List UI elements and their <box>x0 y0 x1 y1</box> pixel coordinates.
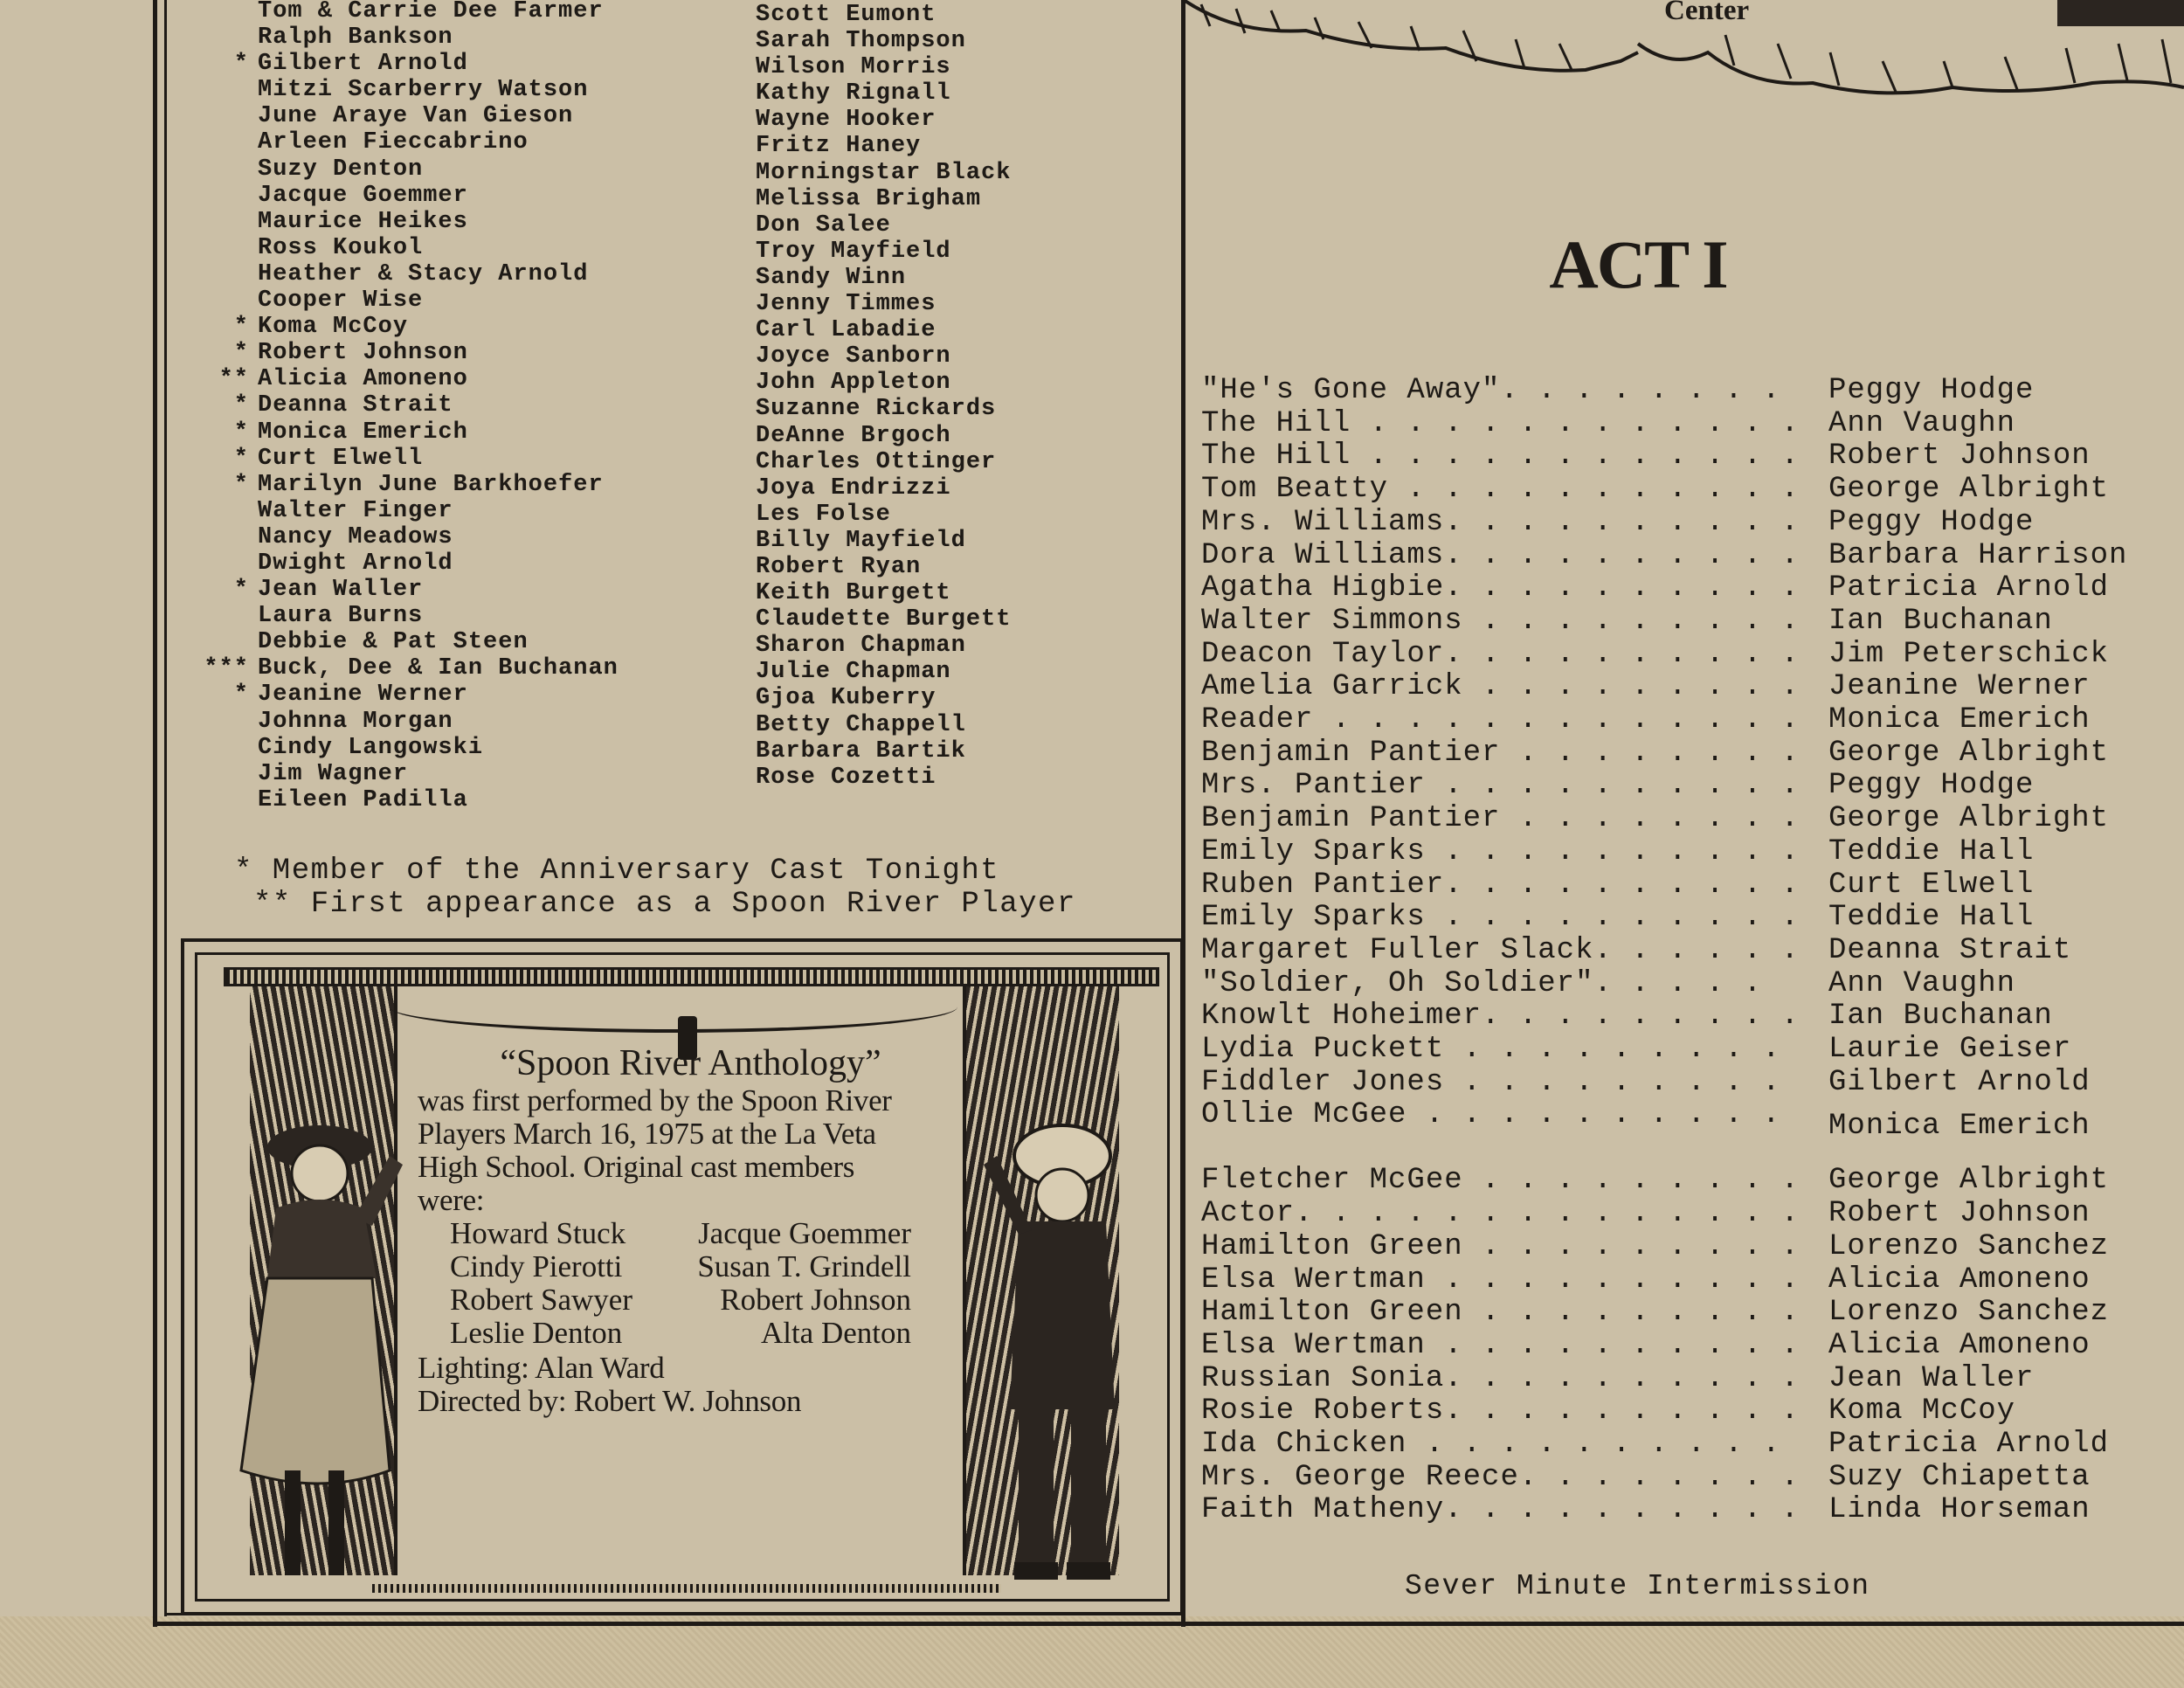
cast-name: Cooper Wise <box>258 287 424 315</box>
curtain-valance <box>390 981 957 1033</box>
act-role-row <box>1201 539 2180 571</box>
cast-marker: * <box>233 681 249 709</box>
act-role-row <box>1201 638 2180 670</box>
cast-name: Charles Ottinger <box>756 448 997 475</box>
actor-name: Deanna Strait <box>1828 933 2072 967</box>
act-role-row <box>1201 901 2180 933</box>
cast-name: Monica Emerich <box>258 419 468 446</box>
actor-name: Gilbert Arnold <box>1828 1065 2091 1099</box>
role-name: Benjamin Pantier . . . . . . . . <box>1201 736 1800 770</box>
cast-name: Walter Finger <box>258 497 453 524</box>
cast-name: Carl Labadie <box>756 317 936 344</box>
cast-name: Tom & Carrie Dee Farmer <box>258 0 604 24</box>
actor-name: Curt Elwell <box>1828 868 2035 902</box>
cast-name: Alicia Amoneno <box>258 366 468 393</box>
girl-figure-illustration <box>215 1103 416 1593</box>
act-role-row <box>1201 1066 2180 1098</box>
cast-column-2 <box>756 2 1011 791</box>
act-role-row <box>1201 1362 2180 1394</box>
act-role-row <box>1201 439 2180 472</box>
cast-name: Ralph Bankson <box>258 24 453 52</box>
act-role-row <box>1201 1493 2180 1525</box>
actor-name: Monica Emerich <box>1828 1110 2091 1144</box>
role-name: Elsa Wertman . . . . . . . . . . <box>1201 1328 1800 1362</box>
role-name: Deacon Taylor. . . . . . . . . . <box>1201 637 1800 671</box>
actor-name: Koma McCoy <box>1828 1394 2016 1429</box>
cast-name: Mitzi Scarberry Watson <box>258 77 589 104</box>
cast-name-row <box>233 471 619 498</box>
actor-name: Peggy Hodge <box>1828 769 2035 803</box>
act-role-row <box>1201 1394 2180 1427</box>
act-role-row <box>1201 1197 2180 1229</box>
cast-name: Suzy Denton <box>258 156 424 183</box>
cast-name: Deanna Strait <box>258 392 453 419</box>
act-role-row <box>1201 868 2180 901</box>
cast-name-row <box>258 498 619 524</box>
cast-name-row <box>258 524 619 550</box>
boy-figure-illustration <box>966 1121 1158 1593</box>
actor-name: George Albright <box>1828 736 2110 770</box>
playbill-box <box>181 938 1184 1615</box>
cast-name: Arleen Fieccabrino <box>258 129 529 156</box>
actor-name: George Albright <box>1828 1164 2110 1198</box>
act-role-row <box>1201 1230 2180 1263</box>
cast-name: Eileen Padilla <box>258 786 468 813</box>
cast-name-row <box>218 366 619 393</box>
bottom-border <box>153 1622 2184 1626</box>
act-role-row <box>1201 571 2180 604</box>
cast-marker: * <box>233 340 249 367</box>
cast-name: Jim Wagner <box>258 760 409 787</box>
actor-name: Suzy Chiapetta <box>1828 1460 2091 1494</box>
cast-name: Jeanine Werner <box>258 681 468 709</box>
curtain-rod <box>224 967 1159 986</box>
role-name: Actor. . . . . . . . . . . . . . <box>1201 1197 1800 1231</box>
role-name: Mrs. George Reece. . . . . . . . <box>1201 1460 1800 1494</box>
cast-name-row <box>258 235 619 261</box>
actor-name: Ann Vaughn <box>1828 966 2016 1000</box>
cast-name: Claudette Burgett <box>756 606 1012 633</box>
original-member: Alta Denton <box>760 1316 911 1350</box>
actor-name: Lorenzo Sanchez <box>1828 1229 2110 1263</box>
role-name: Benjamin Pantier . . . . . . . . <box>1201 802 1800 836</box>
cast-name: Debbie & Pat Steen <box>258 629 529 656</box>
cast-name-row <box>204 655 619 682</box>
role-name: Ollie McGee . . . . . . . . . . <box>1201 1098 1781 1132</box>
original-member: Robert Johnson <box>720 1283 911 1317</box>
cast-name: Keith Burgett <box>756 580 951 607</box>
cast-name-row <box>233 51 619 78</box>
act-role-row <box>1201 1329 2180 1361</box>
cast-marker: * <box>233 445 249 472</box>
act-role-row <box>1201 1164 2180 1196</box>
cast-name: Sandy Winn <box>756 264 907 291</box>
act-role-row <box>1201 737 2180 769</box>
cast-marker: ** <box>218 366 249 393</box>
role-name: The Hill . . . . . . . . . . . . <box>1201 406 1800 440</box>
actor-name: Patricia Arnold <box>1828 1428 2110 1461</box>
cast-name-row <box>258 629 619 655</box>
actor-name: Linda Horseman <box>1828 1493 2091 1527</box>
act-role-row <box>1201 407 2180 439</box>
role-name: Ida Chicken . . . . . . . . . . <box>1201 1428 1781 1461</box>
cast-name-row <box>258 77 619 103</box>
cast-name: Robert Johnson <box>258 340 468 367</box>
cast-name: Heather & Stacy Arnold <box>258 260 589 287</box>
cast-name: Jacque Goemmer <box>258 182 468 209</box>
cast-marker: * <box>233 392 249 419</box>
cast-name-row <box>258 24 619 51</box>
act-role-row <box>1201 703 2180 736</box>
role-name: Elsa Wertman . . . . . . . . . . <box>1201 1263 1800 1297</box>
act-role-row <box>1201 473 2180 505</box>
cast-name: Wayne Hooker <box>756 107 936 134</box>
playbill-director: Directed by: Robert W. Johnson <box>418 1384 802 1418</box>
cast-name: Troy Mayfield <box>756 238 951 265</box>
act-role-row <box>1201 934 2180 966</box>
cast-name-row <box>258 156 619 183</box>
role-name: Fletcher McGee . . . . . . . . . <box>1201 1164 1800 1198</box>
stage-floor <box>372 1584 1001 1593</box>
role-name: Hamilton Green . . . . . . . . . <box>1201 1296 1800 1330</box>
actor-name: George Albright <box>1828 802 2110 836</box>
act-title: ACT I <box>1549 226 1727 302</box>
left-border <box>153 0 157 1627</box>
cast-name-row <box>233 681 619 709</box>
center-label: Center <box>1664 0 1750 26</box>
cast-name: Billy Mayfield <box>756 527 966 554</box>
cast-name: Jenny Timmes <box>756 291 936 318</box>
role-name: Agatha Higbie. . . . . . . . . . <box>1201 571 1800 605</box>
role-name: The Hill . . . . . . . . . . . . <box>1201 439 1800 474</box>
role-name: Reader . . . . . . . . . . . . . <box>1201 703 1800 737</box>
cast-marker: *** <box>204 655 249 682</box>
cast-name: Gjoa Kuberry <box>756 685 936 712</box>
actor-name: Ian Buchanan <box>1828 604 2053 638</box>
cast-name: Suzanne Rickards <box>756 396 997 423</box>
cast-name: Johnna Morgan <box>258 708 453 735</box>
cast-name-row <box>258 209 619 235</box>
cast-name-row <box>258 761 619 787</box>
actor-name: Jim Peterschick <box>1828 637 2110 671</box>
playbill-line: was first performed by the Spoon River <box>418 1083 892 1117</box>
original-member: Susan T. Grindell <box>697 1249 911 1283</box>
cast-name: Les Folse <box>756 501 891 528</box>
cast-name-row <box>258 787 619 813</box>
role-name: "Soldier, Oh Soldier". . . . . <box>1201 966 1763 1000</box>
intermission-note: Sever Minute Intermission <box>1405 1570 1870 1602</box>
act-role-row <box>1201 670 2180 702</box>
cast-name: Betty Chappell <box>756 711 966 738</box>
cast-name: Morningstar Black <box>756 159 1012 186</box>
act-role-row <box>1201 1263 2180 1296</box>
role-name: Lydia Puckett . . . . . . . . . <box>1201 1033 1781 1066</box>
left-border-inner <box>164 0 167 1616</box>
act-role-row <box>1201 605 2180 637</box>
actor-name: Laurie Geiser <box>1828 1033 2072 1066</box>
role-name: Faith Matheny. . . . . . . . . . <box>1201 1493 1800 1527</box>
act-role-row <box>1201 1461 2180 1493</box>
actor-name: Robert Johnson <box>1828 1197 2091 1231</box>
cast-name: Buck, Dee & Ian Buchanan <box>258 655 619 682</box>
act-role-row <box>1201 1428 2180 1460</box>
actor-name: Alicia Amoneno <box>1828 1263 2091 1297</box>
playbill-lighting: Lighting: Alan Ward <box>418 1351 665 1385</box>
cast-name: Barbara Bartik <box>756 737 966 764</box>
cast-name: Joya Endrizzi <box>756 474 951 502</box>
cast-name: Rose Cozetti <box>756 764 936 791</box>
role-name: Russian Sonia. . . . . . . . . . <box>1201 1361 1800 1395</box>
actor-name: Jeanine Werner <box>1828 670 2091 704</box>
cast-name-row <box>258 103 619 129</box>
cast-name-row <box>258 183 619 209</box>
role-name: Margaret Fuller Slack. . . . . . <box>1201 933 1800 967</box>
cast-name-row <box>233 392 619 419</box>
cast-name: Wilson Morris <box>756 54 951 81</box>
role-name: Fiddler Jones . . . . . . . . . <box>1201 1065 1781 1099</box>
actor-name: Ann Vaughn <box>1828 406 2016 440</box>
paper-edge <box>0 1616 2184 1688</box>
cast-name: DeAnne Brgoch <box>756 422 951 449</box>
cast-name-row <box>233 314 619 341</box>
cast-marker: * <box>233 419 249 446</box>
original-member: Leslie Denton <box>450 1316 623 1350</box>
cast-name-row <box>233 419 619 446</box>
cast-marker: * <box>233 471 249 498</box>
cast-name: Cindy Langowski <box>258 734 484 761</box>
cast-name-row <box>233 445 619 472</box>
act-role-row <box>1201 374 2180 406</box>
cast-name-row <box>258 261 619 287</box>
actor-name: Alicia Amoneno <box>1828 1328 2091 1362</box>
cast-name: Nancy Meadows <box>258 523 453 550</box>
role-name: Emily Sparks . . . . . . . . . . <box>1201 901 1800 935</box>
playbill-text <box>418 1042 911 1418</box>
act-role-row <box>1201 506 2180 538</box>
cast-name: Koma McCoy <box>258 314 409 341</box>
role-name: Dora Williams. . . . . . . . . . <box>1201 538 1800 572</box>
cast-name: Jean Waller <box>258 577 424 604</box>
cast-name: Ross Koukol <box>258 234 424 261</box>
act-role-row <box>1201 1296 2180 1328</box>
cast-name-row <box>258 0 619 24</box>
original-member: Robert Sawyer <box>450 1283 632 1317</box>
cast-name-row <box>258 735 619 761</box>
act-role-row <box>1201 1000 2180 1032</box>
cast-name: Kathy Rignall <box>756 80 951 107</box>
role-name: Knowlt Hoheimer. . . . . . . . . <box>1201 1000 1800 1034</box>
playbill-line: High School. Original cast members <box>418 1150 855 1184</box>
original-member: Jacque Goemmer <box>698 1216 911 1250</box>
playbill-line: were: <box>418 1183 485 1217</box>
cast-name: Fritz Haney <box>756 133 922 160</box>
cast-name: June Araye Van Gieson <box>258 103 574 130</box>
cast-name: Curt Elwell <box>258 445 424 472</box>
cast-name: Melissa Brigham <box>756 185 982 212</box>
actor-name: Monica Emerich <box>1828 703 2091 737</box>
role-name: Mrs. Pantier . . . . . . . . . . <box>1201 769 1800 803</box>
role-name: Mrs. Williams. . . . . . . . . . <box>1201 505 1800 539</box>
actor-name: George Albright <box>1828 473 2110 507</box>
cast-legend <box>234 854 1076 921</box>
cast-name-row <box>258 550 619 577</box>
act-role-row <box>1201 835 2180 868</box>
role-name: Rosie Roberts. . . . . . . . . . <box>1201 1394 1800 1429</box>
cast-name-row <box>258 709 619 735</box>
act-role-row <box>1201 967 2180 1000</box>
role-name: "He's Gone Away". . . . . . . . <box>1201 374 1781 407</box>
cast-name: Don Salee <box>756 211 891 239</box>
cast-marker: * <box>233 577 249 604</box>
act-role-row <box>1201 802 2180 834</box>
act-role-row <box>1201 1098 2180 1144</box>
actor-name: Jean Waller <box>1828 1361 2035 1395</box>
cast-name: Julie Chapman <box>756 659 951 686</box>
act-role-row <box>1201 769 2180 801</box>
act-role-row <box>1201 1033 2180 1065</box>
cast-name: Marilyn June Barkhoefer <box>258 471 604 498</box>
cast-column-1 <box>204 0 619 813</box>
original-member: Cindy Pierotti <box>450 1249 623 1283</box>
cast-name: Joyce Sanborn <box>756 343 951 370</box>
actor-name: Barbara Harrison <box>1828 538 2128 572</box>
playbill-title: “Spoon River Anthology” <box>500 1043 881 1083</box>
playbill-line: Players March 16, 1975 at the La Veta <box>418 1117 876 1151</box>
role-name: Tom Beatty . . . . . . . . . . . <box>1201 473 1800 507</box>
cast-name: Gilbert Arnold <box>258 51 468 78</box>
actor-name: Teddie Hall <box>1828 834 2035 868</box>
cast-name-row <box>258 129 619 156</box>
actor-name: Robert Johnson <box>1828 439 2091 474</box>
actor-name: Lorenzo Sanchez <box>1828 1296 2110 1330</box>
cast-name: Laura Burns <box>258 603 424 630</box>
cast-name: Maurice Heikes <box>258 208 468 235</box>
cast-name-row <box>258 287 619 314</box>
role-name: Ruben Pantier. . . . . . . . . . <box>1201 868 1800 902</box>
cast-name-row <box>233 340 619 367</box>
role-name: Walter Simmons . . . . . . . . . <box>1201 604 1800 638</box>
actor-name: Ian Buchanan <box>1828 1000 2053 1034</box>
cast-name: Sarah Thompson <box>756 28 966 55</box>
legend-anniversary: * Member of the Anniversary Cast Tonight <box>234 854 1000 888</box>
cast-name: Scott Eumont <box>756 2 936 28</box>
cast-name: Dwight Arnold <box>258 550 453 577</box>
cast-name: John Appleton <box>756 370 951 397</box>
cast-name-row <box>258 603 619 629</box>
cast-marker: * <box>233 314 249 341</box>
role-name: Amelia Garrick . . . . . . . . . <box>1201 670 1800 704</box>
cast-name: Sharon Chapman <box>756 633 966 660</box>
actor-name: Teddie Hall <box>1828 901 2035 935</box>
original-cast-members <box>418 1217 911 1352</box>
cast-name-row <box>233 577 619 604</box>
actor-name: Peggy Hodge <box>1828 374 2035 407</box>
actor-name: Peggy Hodge <box>1828 505 2035 539</box>
cast-name: Robert Ryan <box>756 553 922 580</box>
cast-marker: * <box>233 51 249 78</box>
role-name: Emily Sparks . . . . . . . . . . <box>1201 834 1800 868</box>
actor-name: Patricia Arnold <box>1828 571 2110 605</box>
role-name: Hamilton Green . . . . . . . . . <box>1201 1229 1800 1263</box>
original-member: Howard Stuck <box>450 1216 626 1250</box>
legend-first-appearance: ** First appearance as a Spoon River Player <box>253 888 1076 921</box>
